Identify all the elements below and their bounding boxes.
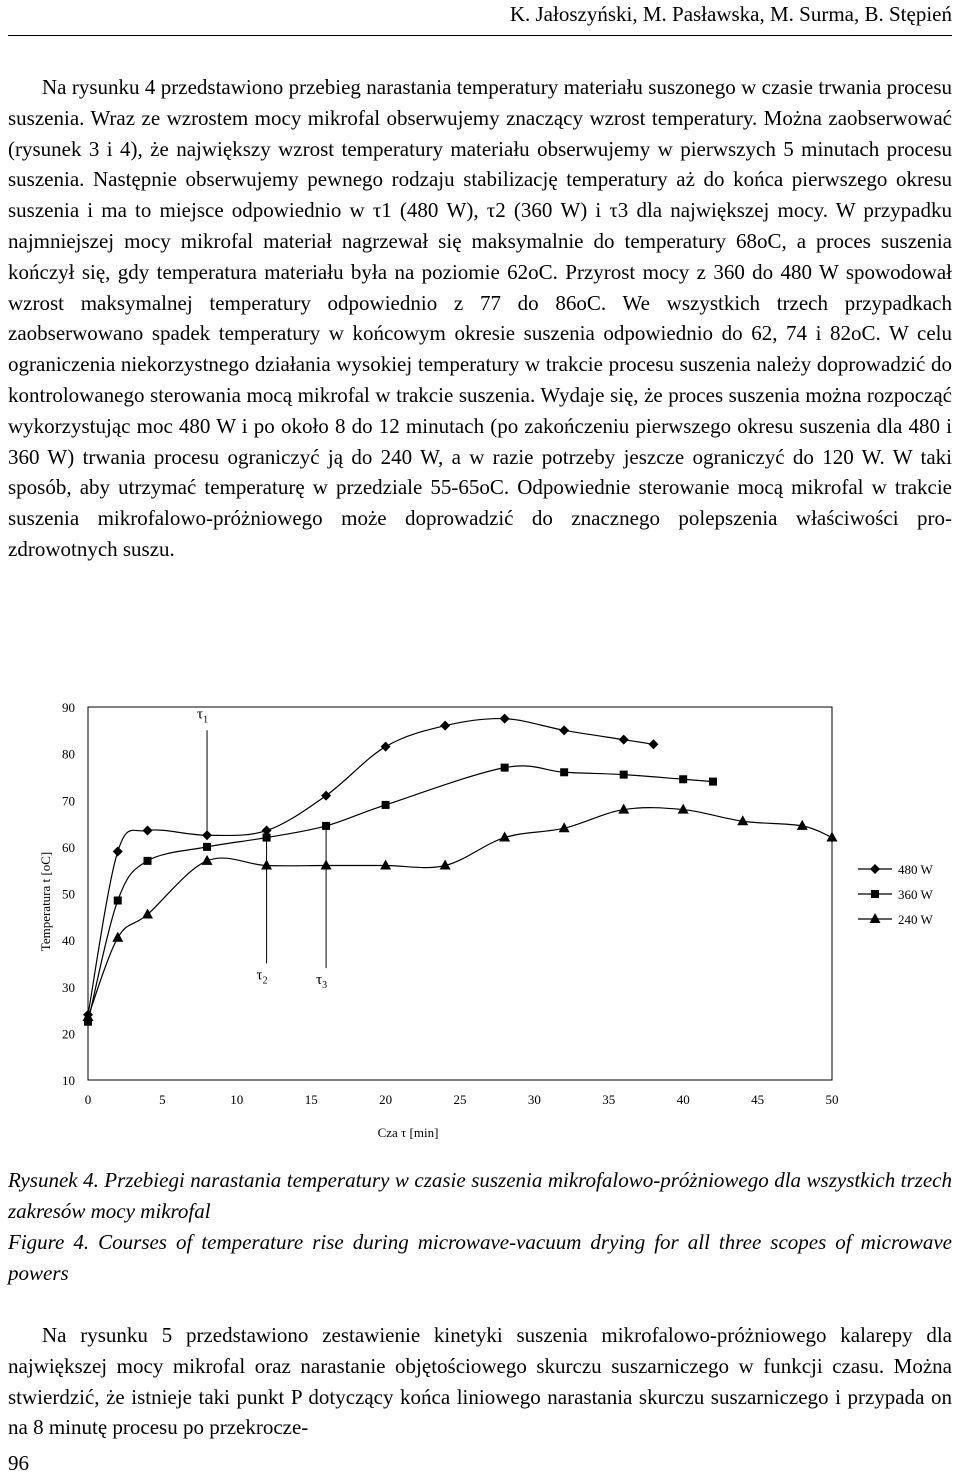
series-line-0	[88, 719, 653, 1015]
data-point-triangle	[380, 860, 391, 870]
data-point-diamond	[559, 725, 569, 735]
y-tick-label: 10	[62, 1073, 75, 1088]
x-tick-label: 30	[527, 1092, 541, 1107]
y-tick-label: 60	[62, 839, 75, 855]
tau-annotation-label: $\tau_1$	[197, 706, 209, 726]
y-tick-label: 30	[62, 979, 75, 995]
data-point-diamond	[113, 847, 123, 857]
x-tick-label: 40	[676, 1092, 690, 1107]
data-point-diamond	[440, 721, 450, 731]
data-point-square	[144, 857, 152, 865]
x-tick-label: 0	[84, 1092, 92, 1107]
data-point-diamond	[648, 739, 658, 749]
x-tick-label: 45	[751, 1092, 765, 1107]
legend-entry: 480 W	[898, 862, 933, 877]
x-tick-label: 10	[230, 1092, 244, 1107]
data-point-square	[709, 778, 717, 786]
y-axis-label: Temperatura t [oC]	[38, 851, 53, 952]
data-point-triangle	[678, 804, 689, 814]
legend-marker-square	[871, 890, 879, 898]
data-point-diamond	[202, 830, 212, 840]
data-point-triangle	[827, 832, 838, 842]
tau-annotation-label: $\tau_2$	[256, 967, 268, 987]
legend-marker-triangle	[870, 913, 881, 923]
x-tick-label: 50	[825, 1092, 839, 1107]
data-point-diamond	[500, 714, 510, 724]
body-paragraph-1: Na rysunku 4 przedstawiono przebieg narastania temperatury materiału suszonego w czasie trwania procesu suszenia. Wraz ze wzrostem mocy mikrofal obserwujemy znaczący wzrost temperatury. Można zaobserwować (rysunek 3 i 4), że największy wzrost temperatury materiału obserwujemy w pierwszych 5 minutach procesu suszenia. Następnie obserwujemy pewnego rodzaju stabilizację temperatury aż do końca pierwszego okresu suszenia i ma to miejsce odpowiednio w τ1 (480 W), τ2 (360 W) i τ3 dla największej mocy. W przypadku najmniejszej mocy mikrofal materiał nagrzewał się maksymalnie do temperatury 68oC, a proces suszenia kończył się, gdy temperatura materiału była na poziomie 62oC. Przyrost mocy z 360 do 480 W spowodował wzrost maksymalnej temperatury odpowiednio z 77 do 86oC. We wszystkich trzech przypadkach zaobserwowano spadek temperatury w końcowym okresie suszenia odpowiednio do 62, 74 i 82oC. W celu ograniczenia niekorzystnego działania wysokiej temperatury w trakcie procesu suszenia należy doprowadzić do kontrolowanego sterowania mocą mikrofal w trakcie suszenia. Wydaje się, że proces suszenia można rozpocząć wykorzystując moc 480 W i po około 8 do 12 minutach (po zakończeniu pierwszego okresu suszenia dla 480 i 360 W) trwania procesu ograniczyć ją do 240 W, a w razie potrzeby jeszcze ograniczyć do 120 W. W taki sposób, aby utrzymać temperaturę w przedziale 55-65oC. Odpowiednie sterowanie mocą mikrofal w trakcie suszenia mikrofalowo-próżniowego może doprowadzić do znacznego polepszenia właściwości pro-zdrowotnych suszu.	[8, 75, 952, 561]
y-tick-label: 80	[62, 746, 75, 762]
header-rule	[8, 35, 952, 36]
tau-annotation-label: $\tau_3$	[316, 972, 328, 992]
data-point-square	[501, 764, 509, 772]
data-point-triangle	[83, 1011, 94, 1021]
legend-entry: 360 W	[898, 887, 933, 902]
data-point-triangle	[261, 860, 272, 870]
data-point-square	[322, 822, 330, 830]
data-point-diamond	[143, 826, 153, 836]
data-point-diamond	[321, 791, 331, 801]
x-tick-label: 35	[602, 1092, 616, 1107]
x-tick-label: 15	[304, 1092, 318, 1107]
y-tick-label: 20	[62, 1026, 75, 1042]
series-line-2	[88, 808, 832, 1017]
y-tick-label: 50	[62, 886, 75, 902]
legend-entry: 240 W	[898, 912, 933, 927]
running-header: K. Jałoszyński, M. Pasławska, M. Surma, B. Stępień	[509, 2, 952, 26]
figure-caption-english: Figure 4. Courses of temperature rise during microwave-vacuum drying for all three scopes of microwave powers	[8, 1230, 952, 1285]
data-point-square	[114, 896, 122, 904]
x-tick-label: 20	[379, 1092, 393, 1107]
temperature-chart	[0, 690, 960, 1150]
x-tick-label: 25	[453, 1092, 467, 1107]
body-paragraph-2: Na rysunku 5 przedstawiono zestawienie kinetyki suszenia mikrofalowo-próżniowego kalarepy dla największej mocy mikrofal oraz narastanie objętościowego skurczu suszarniczego w funkcji czasu. Można stwierdzić, że istnieje taki punkt P dotyczący końca liniowego narastania skurczu suszarniczego i przypada on na 8 minutę procesu po przekrocze-	[8, 1323, 952, 1440]
data-point-square	[382, 801, 390, 809]
data-point-triangle	[321, 860, 332, 870]
x-axis-label: Cza τ [min]	[377, 1125, 439, 1140]
data-point-square	[203, 843, 211, 851]
x-tick-label: 5	[159, 1092, 166, 1107]
data-point-square	[263, 834, 271, 842]
legend-marker-diamond	[870, 864, 880, 874]
y-tick-label: 90	[62, 700, 75, 715]
y-tick-label: 70	[62, 793, 75, 809]
data-point-square	[620, 771, 628, 779]
series-line-1	[88, 766, 713, 1022]
data-point-triangle	[112, 932, 123, 942]
y-tick-label: 40	[62, 933, 75, 949]
figure-caption-polish: Rysunek 4. Przebiegi narastania temperatury w czasie suszenia mikrofalowo-próżniowego dla wszystkich trzech zakresów mocy mikrofal	[8, 1168, 952, 1223]
page-number: 96	[8, 1451, 29, 1475]
data-point-triangle	[142, 908, 153, 918]
data-point-square	[560, 768, 568, 776]
plot-area-frame	[88, 707, 832, 1080]
data-point-square	[679, 775, 687, 783]
data-point-diamond	[619, 735, 629, 745]
data-point-diamond	[381, 742, 391, 752]
